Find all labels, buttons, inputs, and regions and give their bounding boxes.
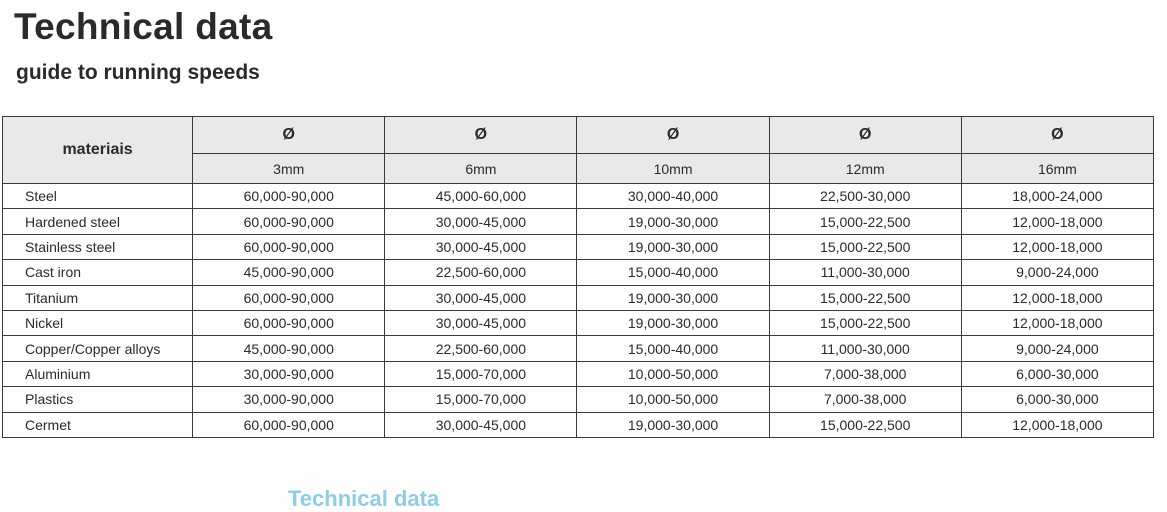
speed-value: 19,000-30,000	[577, 310, 769, 335]
material-name: Steel	[3, 184, 193, 209]
speed-value: 12,000-18,000	[961, 234, 1153, 259]
table-row	[3, 361, 1154, 386]
size-header: 3mm	[193, 154, 385, 184]
table-row	[3, 336, 1154, 361]
page-title: Technical data	[14, 6, 273, 47]
header-row	[3, 117, 1154, 154]
speed-value: 12,000-18,000	[961, 209, 1153, 234]
material-name: Nickel	[3, 310, 193, 335]
speed-value: 10,000-50,000	[577, 361, 769, 386]
materials-header: materiais	[3, 117, 193, 184]
speed-value: 11,000-30,000	[769, 336, 961, 361]
table-row	[3, 310, 1154, 335]
speed-value: 45,000-90,000	[193, 260, 385, 285]
speed-value: 15,000-22,500	[769, 310, 961, 335]
footer-heading: Technical data	[288, 486, 440, 511]
speed-value: 30,000-90,000	[193, 387, 385, 412]
speed-value: 19,000-30,000	[577, 209, 769, 234]
table-row	[3, 209, 1154, 234]
material-name: Hardened steel	[3, 209, 193, 234]
material-name: Stainless steel	[3, 234, 193, 259]
speed-value: 22,500-60,000	[385, 260, 577, 285]
table-row	[3, 260, 1154, 285]
size-header: 16mm	[961, 154, 1153, 184]
speed-value: 19,000-30,000	[577, 234, 769, 259]
speed-value: 30,000-40,000	[577, 184, 769, 209]
speed-value: 12,000-18,000	[961, 285, 1153, 310]
speed-value: 19,000-30,000	[577, 285, 769, 310]
speed-value: 12,000-18,000	[961, 412, 1153, 437]
speed-value: 15,000-22,500	[769, 209, 961, 234]
table-row	[3, 234, 1154, 259]
speed-value: 30,000-45,000	[385, 285, 577, 310]
speed-value: 18,000-24,000	[961, 184, 1153, 209]
speed-value: 45,000-60,000	[385, 184, 577, 209]
speed-value: 60,000-90,000	[193, 234, 385, 259]
table-row	[3, 412, 1154, 437]
speed-value: 7,000-38,000	[769, 387, 961, 412]
speed-value: 9,000-24,000	[961, 336, 1153, 361]
diameter-symbol: Ø	[769, 117, 961, 154]
diameter-symbol: Ø	[577, 117, 769, 154]
speed-value: 45,000-90,000	[193, 336, 385, 361]
page-subtitle: guide to running speeds	[16, 61, 260, 84]
diameter-symbol: Ø	[385, 117, 577, 154]
material-name: Cermet	[3, 412, 193, 437]
diameter-symbol: Ø	[193, 117, 385, 154]
running-speeds-table	[2, 116, 1154, 438]
speed-value: 15,000-40,000	[577, 336, 769, 361]
speed-value: 60,000-90,000	[193, 209, 385, 234]
speed-value: 30,000-90,000	[193, 361, 385, 386]
speed-value: 60,000-90,000	[193, 285, 385, 310]
speed-value: 15,000-70,000	[385, 361, 577, 386]
speed-value: 11,000-30,000	[769, 260, 961, 285]
speed-value: 30,000-45,000	[385, 310, 577, 335]
speed-value: 60,000-90,000	[193, 184, 385, 209]
size-header: 12mm	[769, 154, 961, 184]
speed-value: 15,000-22,500	[769, 234, 961, 259]
speed-value: 15,000-40,000	[577, 260, 769, 285]
speed-value: 6,000-30,000	[961, 387, 1153, 412]
speed-value: 30,000-45,000	[385, 209, 577, 234]
speed-value: 30,000-45,000	[385, 412, 577, 437]
diameter-symbol: Ø	[961, 117, 1153, 154]
table-row	[3, 387, 1154, 412]
material-name: Cast iron	[3, 260, 193, 285]
speed-value: 60,000-90,000	[193, 412, 385, 437]
table-row	[3, 184, 1154, 209]
material-name: Aluminium	[3, 361, 193, 386]
size-header: 10mm	[577, 154, 769, 184]
material-name: Copper/Copper alloys	[3, 336, 193, 361]
speed-value: 15,000-70,000	[385, 387, 577, 412]
speed-value: 12,000-18,000	[961, 310, 1153, 335]
speed-value: 15,000-22,500	[769, 285, 961, 310]
speed-value: 60,000-90,000	[193, 310, 385, 335]
speed-value: 19,000-30,000	[577, 412, 769, 437]
material-name: Plastics	[3, 387, 193, 412]
speed-value: 10,000-50,000	[577, 387, 769, 412]
speed-value: 6,000-30,000	[961, 361, 1153, 386]
speed-value: 15,000-22,500	[769, 412, 961, 437]
speed-value: 9,000-24,000	[961, 260, 1153, 285]
speed-value: 7,000-38,000	[769, 361, 961, 386]
speed-value: 22,500-30,000	[769, 184, 961, 209]
size-header: 6mm	[385, 154, 577, 184]
speed-value: 30,000-45,000	[385, 234, 577, 259]
table-row	[3, 285, 1154, 310]
speed-value: 22,500-60,000	[385, 336, 577, 361]
material-name: Titanium	[3, 285, 193, 310]
